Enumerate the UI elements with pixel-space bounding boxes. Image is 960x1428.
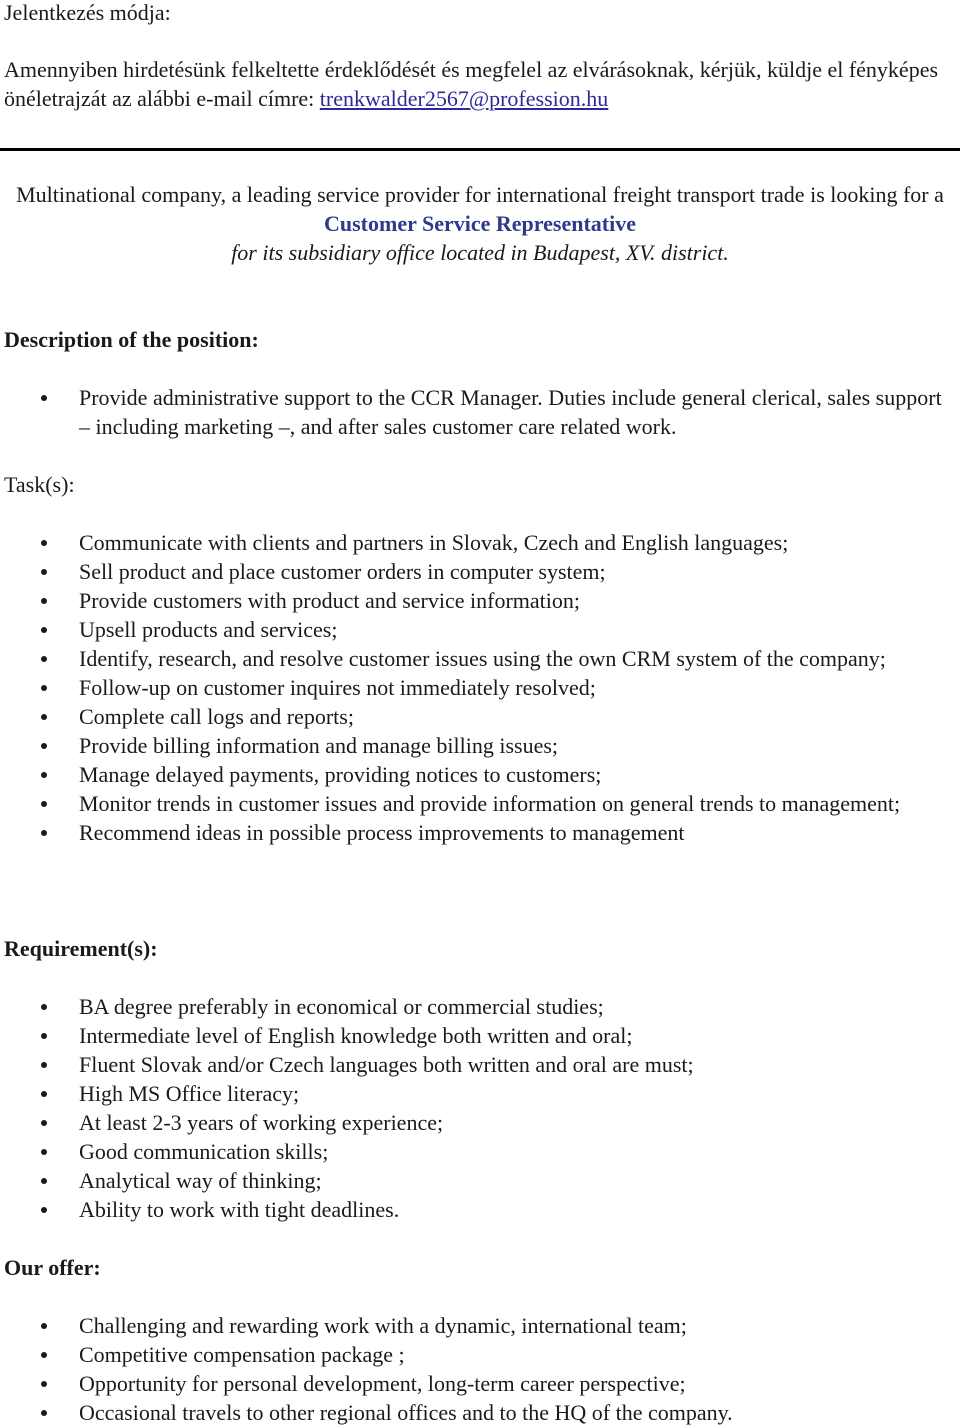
list-item-text: Fluent Slovak and/or Czech languages both written and oral are must; [79, 1052, 694, 1077]
bullet-icon [41, 714, 47, 720]
list-item-text: High MS Office literacy; [79, 1081, 300, 1106]
divider [0, 148, 960, 151]
list-item-text: Occasional travels to other regional offices and to the HQ of the company. [79, 1400, 733, 1425]
list-item [0, 1195, 956, 1224]
bullet-icon [41, 1062, 47, 1068]
list-item [0, 818, 956, 847]
bullet-icon [41, 743, 47, 749]
bullet-icon [41, 1149, 47, 1155]
bullet-icon [41, 801, 47, 807]
description-heading: Description of the position: [4, 327, 259, 352]
subsidiary-location: for its subsidiary office located in Budapest, XV. district. [231, 240, 729, 265]
list-item-text: Sell product and place customer orders in computer system; [79, 559, 606, 584]
list-item-text: Intermediate level of English knowledge both written and oral; [79, 1023, 633, 1048]
list-item [0, 1340, 956, 1369]
list-item-text: Follow-up on customer inquires not immediately resolved; [79, 675, 596, 700]
list-item-text: Competitive compensation package ; [79, 1342, 405, 1367]
email-link[interactable]: trenkwalder2567@profession.hu [319, 86, 609, 111]
list-item [0, 789, 956, 818]
bullet-icon [41, 1381, 47, 1387]
application-paragraph [4, 55, 956, 113]
bullet-icon [41, 627, 47, 633]
bullet-icon [41, 540, 47, 546]
offer-list [0, 1311, 956, 1427]
list-item [0, 586, 956, 615]
list-item [0, 1311, 956, 1340]
bullet-icon [41, 1207, 47, 1213]
list-item-text: Ability to work with tight deadlines. [79, 1197, 400, 1222]
list-item [0, 1021, 956, 1050]
job-title: Customer Service Representative [324, 211, 636, 236]
list-item [0, 702, 956, 731]
bullet-icon [41, 395, 47, 401]
list-item [0, 383, 956, 441]
list-item [0, 615, 956, 644]
list-item-text: Recommend ideas in possible process improvements to management [79, 820, 685, 845]
list-item-text: Good communication skills; [79, 1139, 329, 1164]
bullet-icon [41, 1091, 47, 1097]
list-item [0, 760, 956, 789]
bullet-icon [41, 1352, 47, 1358]
intro-line: Multinational company, a leading service provider for international freight transport trade is looking for a [16, 182, 944, 207]
list-item [0, 1137, 956, 1166]
bullet-icon [41, 1033, 47, 1039]
bullet-icon [41, 656, 47, 662]
list-item-text: Opportunity for personal development, long-term career perspective; [79, 1371, 686, 1396]
bullet-icon [41, 1178, 47, 1184]
list-item-text: Challenging and rewarding work with a dynamic, international team; [79, 1313, 687, 1338]
list-item-text: At least 2-3 years of working experience; [79, 1110, 444, 1135]
list-item [0, 1108, 956, 1137]
bullet-icon [41, 685, 47, 691]
bullet-icon [41, 1004, 47, 1010]
application-heading: Jelentkezés módja: [4, 0, 171, 25]
list-item [0, 673, 956, 702]
bullet-icon [41, 1323, 47, 1329]
list-item [0, 1398, 956, 1427]
requirements-heading: Requirement(s): [4, 936, 158, 961]
offer-heading: Our offer: [4, 1255, 101, 1280]
list-item-text: Monitor trends in customer issues and provide information on general trends to management; [79, 791, 901, 816]
list-item [0, 644, 956, 673]
list-item-text: Provide billing information and manage billing issues; [79, 733, 559, 758]
requirements-list [0, 992, 956, 1224]
intro-block [0, 180, 960, 267]
list-item [0, 1166, 956, 1195]
list-item-text: BA degree preferably in economical or commercial studies; [79, 994, 604, 1019]
list-item-text: Analytical way of thinking; [79, 1168, 322, 1193]
list-item-text: Provide customers with product and service information; [79, 588, 580, 613]
bullet-icon [41, 569, 47, 575]
list-item [0, 731, 956, 760]
list-item-text: Upsell products and services; [79, 617, 338, 642]
list-item [0, 1369, 956, 1398]
list-item [0, 1050, 956, 1079]
list-item-text: Provide administrative support to the CCR Manager. Duties include general clerical, sales support – including marketing –, and after sales customer care related work. [79, 385, 942, 439]
list-item [0, 557, 956, 586]
list-item-text: Communicate with clients and partners in Slovak, Czech and English languages; [79, 530, 789, 555]
list-item-text: Complete call logs and reports; [79, 704, 354, 729]
list-item [0, 528, 956, 557]
application-text: Amennyiben hirdetésünk felkeltette érdeklődését és megfelel az elvárásoknak, kérjük, küldje el fényképes önéletrajzát az alábbi e-mail címre: [4, 57, 939, 111]
bullet-icon [41, 598, 47, 604]
tasks-list [0, 528, 956, 847]
tasks-heading: Task(s): [4, 472, 75, 497]
list-item-text: Identify, research, and resolve customer issues using the own CRM system of the company; [79, 646, 886, 671]
bullet-icon [41, 772, 47, 778]
list-item-text: Manage delayed payments, providing notices to customers; [79, 762, 602, 787]
list-item [0, 1079, 956, 1108]
list-item [0, 992, 956, 1021]
bullet-icon [41, 830, 47, 836]
description-list [0, 383, 956, 441]
bullet-icon [41, 1120, 47, 1126]
bullet-icon [41, 1410, 47, 1416]
